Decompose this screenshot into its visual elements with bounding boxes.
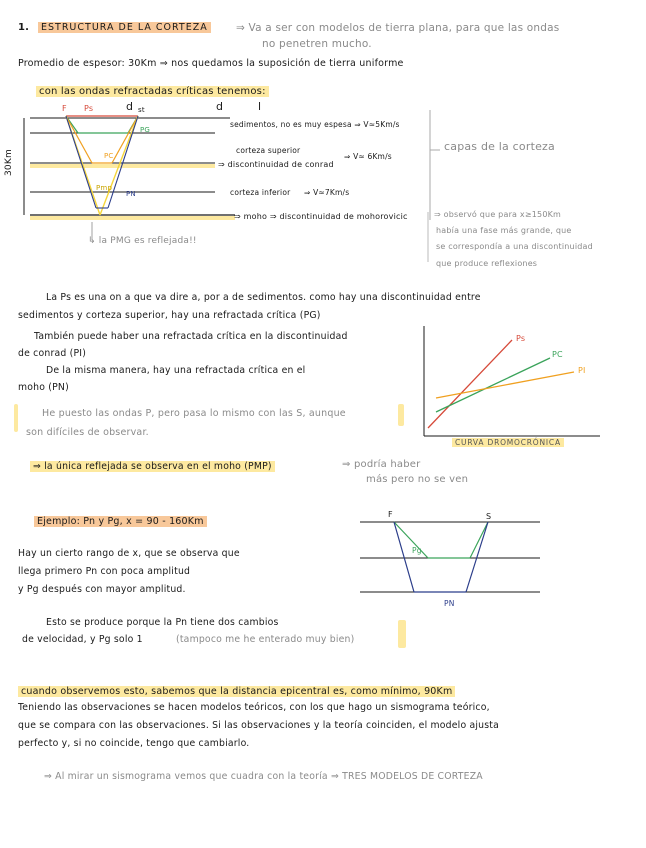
example-line4: Esto se produce porque la Pn tiene dos cambios	[46, 617, 279, 628]
diagram-label-pc: PC	[104, 152, 114, 160]
para1-line1: La Ps es una on a que va dire a, por a de sedimentos. como hay una discontinuidad entre	[46, 292, 481, 303]
figure-label-pn: PN	[444, 599, 455, 608]
conclusion-line1: cuando observemos esto, sabemos que la distancia epicentral es, como mínimo, 90Km	[18, 686, 455, 697]
diagram-label-pmp: Pmp	[96, 184, 113, 192]
conclusion-line5: ⇒ Al mirar un sismograma vemos que cuadra con la teoría ⇒ TRES MODELOS DE CORTEZA	[44, 771, 483, 782]
layer-sedimentos: sedimentos, no es muy espesa ⇒ V≈5Km/s	[230, 120, 400, 129]
layer-inferior-velocity: ⇒ V≈7Km/s	[304, 188, 350, 197]
para1-line5: De la misma manera, hay una refractada crítica en el	[46, 365, 306, 376]
example-line5: de velocidad, y Pg solo 1	[22, 634, 143, 645]
para1-line3: También puede haber una refractada crítica en la discontinuidad	[34, 331, 348, 342]
pmp-side-2: más pero no se ven	[366, 474, 469, 485]
example-line2: llega primero Pn con poca amplitud	[18, 566, 191, 577]
graph-label-pc: PC	[552, 350, 563, 359]
diagram-label-st: st	[138, 106, 145, 114]
heading-note-1: ⇒ Va a ser con modelos de tierra plana, para que las ondas	[236, 22, 560, 34]
observation-line-2: había una fase más grande, que	[436, 226, 572, 235]
figure-label-pg: Pg	[412, 546, 422, 555]
example-title: Ejemplo: Pn y Pg, x = 90 - 160Km	[34, 516, 207, 527]
figure-label-f: F	[388, 510, 393, 519]
diagram-depth-label: 30Km	[4, 149, 14, 176]
layer-conrad-velocity: ⇒ V≈ 6Km/s	[344, 152, 392, 161]
diagram-label-pn: PN	[126, 190, 136, 198]
conclusion-line4: perfecto y, si no coincide, tengo que cambiarlo.	[18, 738, 250, 749]
observation-line-4: que produce reflexiones	[436, 259, 538, 268]
diagram-label-ps: Ps	[84, 104, 94, 113]
crust-layers-label: capas de la corteza	[444, 140, 555, 153]
diagram-label-pg: PG	[140, 126, 151, 134]
diagram-label-d: d	[126, 100, 134, 113]
graph-label-ps: Ps	[516, 334, 526, 343]
diagram-label-l: l	[258, 100, 262, 113]
para1-line6: moho (PN)	[18, 382, 69, 393]
heading-title: ESTRUCTURA DE LA CORTEZA	[38, 22, 211, 33]
note-s-line2: son difíciles de observar.	[26, 427, 149, 438]
layer-corteza-superior: corteza superior	[236, 146, 301, 155]
pmg-reflected-note: ↳ la PMG es reflejada!!	[88, 236, 197, 246]
example-line5-aside: (tampoco me he enterado muy bien)	[176, 634, 355, 645]
refracted-intro: con las ondas refractadas críticas tenemos:	[36, 86, 269, 97]
conclusion-line2: Teniendo las observaciones se hacen modelos teóricos, con los que hago un sismograma teórico,	[18, 702, 490, 713]
layer-conrad: ⇒ discontinuidad de conrad	[218, 160, 334, 169]
note-s-line1: He puesto las ondas P, pero pasa lo mismo con las S, aunque	[42, 408, 346, 419]
conclusion-line3: que se compara con las observaciones. Si las observaciones y la teoría coinciden, el modelo ajusta	[18, 720, 500, 731]
layer-moho: ⇒ moho ⇒ discontinuidad de mohorovicic	[234, 212, 408, 221]
diagram-label-d2: d	[216, 100, 224, 113]
para1-line2: sedimentos y corteza superior, hay una refractada crítica (PG)	[18, 310, 321, 321]
pmp-note: ⇒ la única reflejada se observa en el moho (PMP)	[30, 461, 275, 472]
diagram-label-f: F	[62, 104, 67, 113]
heading-note-2: no penetren mucho.	[262, 38, 372, 50]
average-thickness: Promedio de espesor: 30Km ⇒ nos quedamos la suposición de tierra uniforme	[18, 58, 404, 69]
pmp-side-1: ⇒ podría haber	[342, 459, 421, 470]
example-line1: Hay un cierto rango de x, que se observa que	[18, 548, 240, 559]
example-line3: y Pg después con mayor amplitud.	[18, 584, 186, 595]
graph-label-pi: PI	[578, 366, 586, 375]
observation-line-1: ⇒ observó que para x≥150Km	[434, 210, 562, 219]
observation-line-3: se correspondía a una discontinuidad	[436, 242, 593, 251]
graph-xlabel: CURVA DROMOCRÓNICA	[452, 438, 564, 447]
heading-number: 1.	[18, 22, 30, 33]
figure-label-s: S	[486, 512, 492, 521]
layer-corteza-inferior: corteza inferior	[230, 188, 291, 197]
para1-line4: de conrad (PI)	[18, 348, 87, 359]
